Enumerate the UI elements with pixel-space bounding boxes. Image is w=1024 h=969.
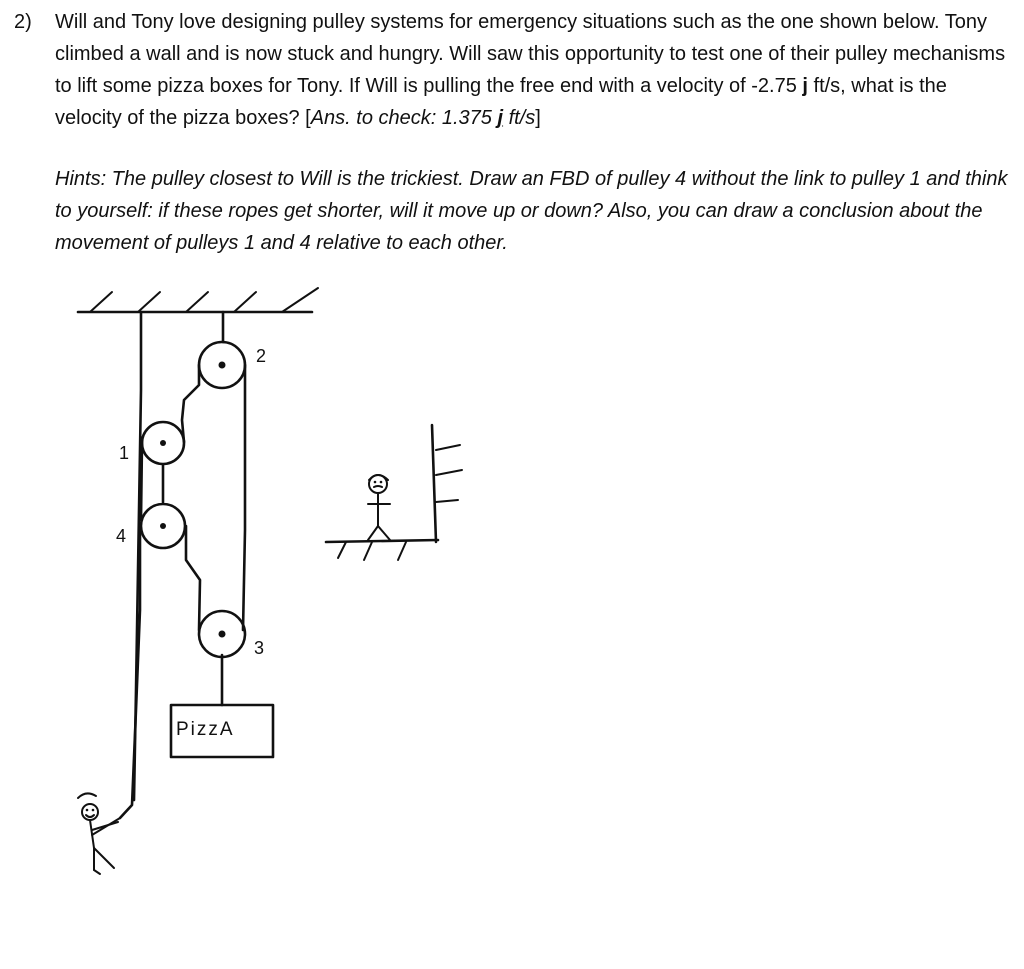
pulley-2 (199, 342, 266, 388)
pizza-box (171, 705, 273, 757)
problem-statement (55, 6, 1015, 134)
ceiling (78, 288, 318, 312)
pulley-1-label: 1 (119, 443, 130, 463)
problem-text-part2: ft/s, what is the velocity of the pizza boxes? [ (55, 75, 947, 129)
pulley-4-label: 4 (116, 526, 127, 546)
answer-unit-vector-j: j (497, 107, 504, 129)
hints-text: Hints: The pulley closest to Will is the trickiest. Draw an FBD of pulley 4 without the link to pulley 1 and think to yourself: if these ropes get shorter, will it move up or down? Also, you can draw a conclusion about the movement of pulleys 1 and 4 relative to each other. (55, 168, 1008, 254)
pulley-1 (119, 422, 184, 464)
pulley-3-label: 3 (254, 638, 265, 658)
answer-check: Ans. to check: 1.375 (310, 107, 498, 129)
will-stick-figure (78, 793, 120, 874)
problem-text-part1: Will and Tony love designing pulley systems for emergency situations such as the one shown below. Tony climbed a wall and is now stuck and hungry. Will saw this opportunity to test one of their pulley mechanisms to lift some pizza boxes for Tony. If Will is pulling the free end with a velocity of -2.75 (55, 11, 1006, 97)
answer-units: ft/s (503, 107, 536, 129)
unit-vector-j: j (802, 75, 808, 97)
pulley-system-figure (0, 270, 1024, 930)
tony-stick-figure (326, 425, 462, 560)
problem-number: 2) (14, 11, 32, 33)
pizza-box-label: PizzA (176, 719, 235, 740)
pulley-2-label: 2 (256, 346, 267, 366)
pulley-3 (199, 611, 264, 658)
pulley-4 (116, 504, 185, 548)
problem-text-end: ] (535, 107, 541, 129)
